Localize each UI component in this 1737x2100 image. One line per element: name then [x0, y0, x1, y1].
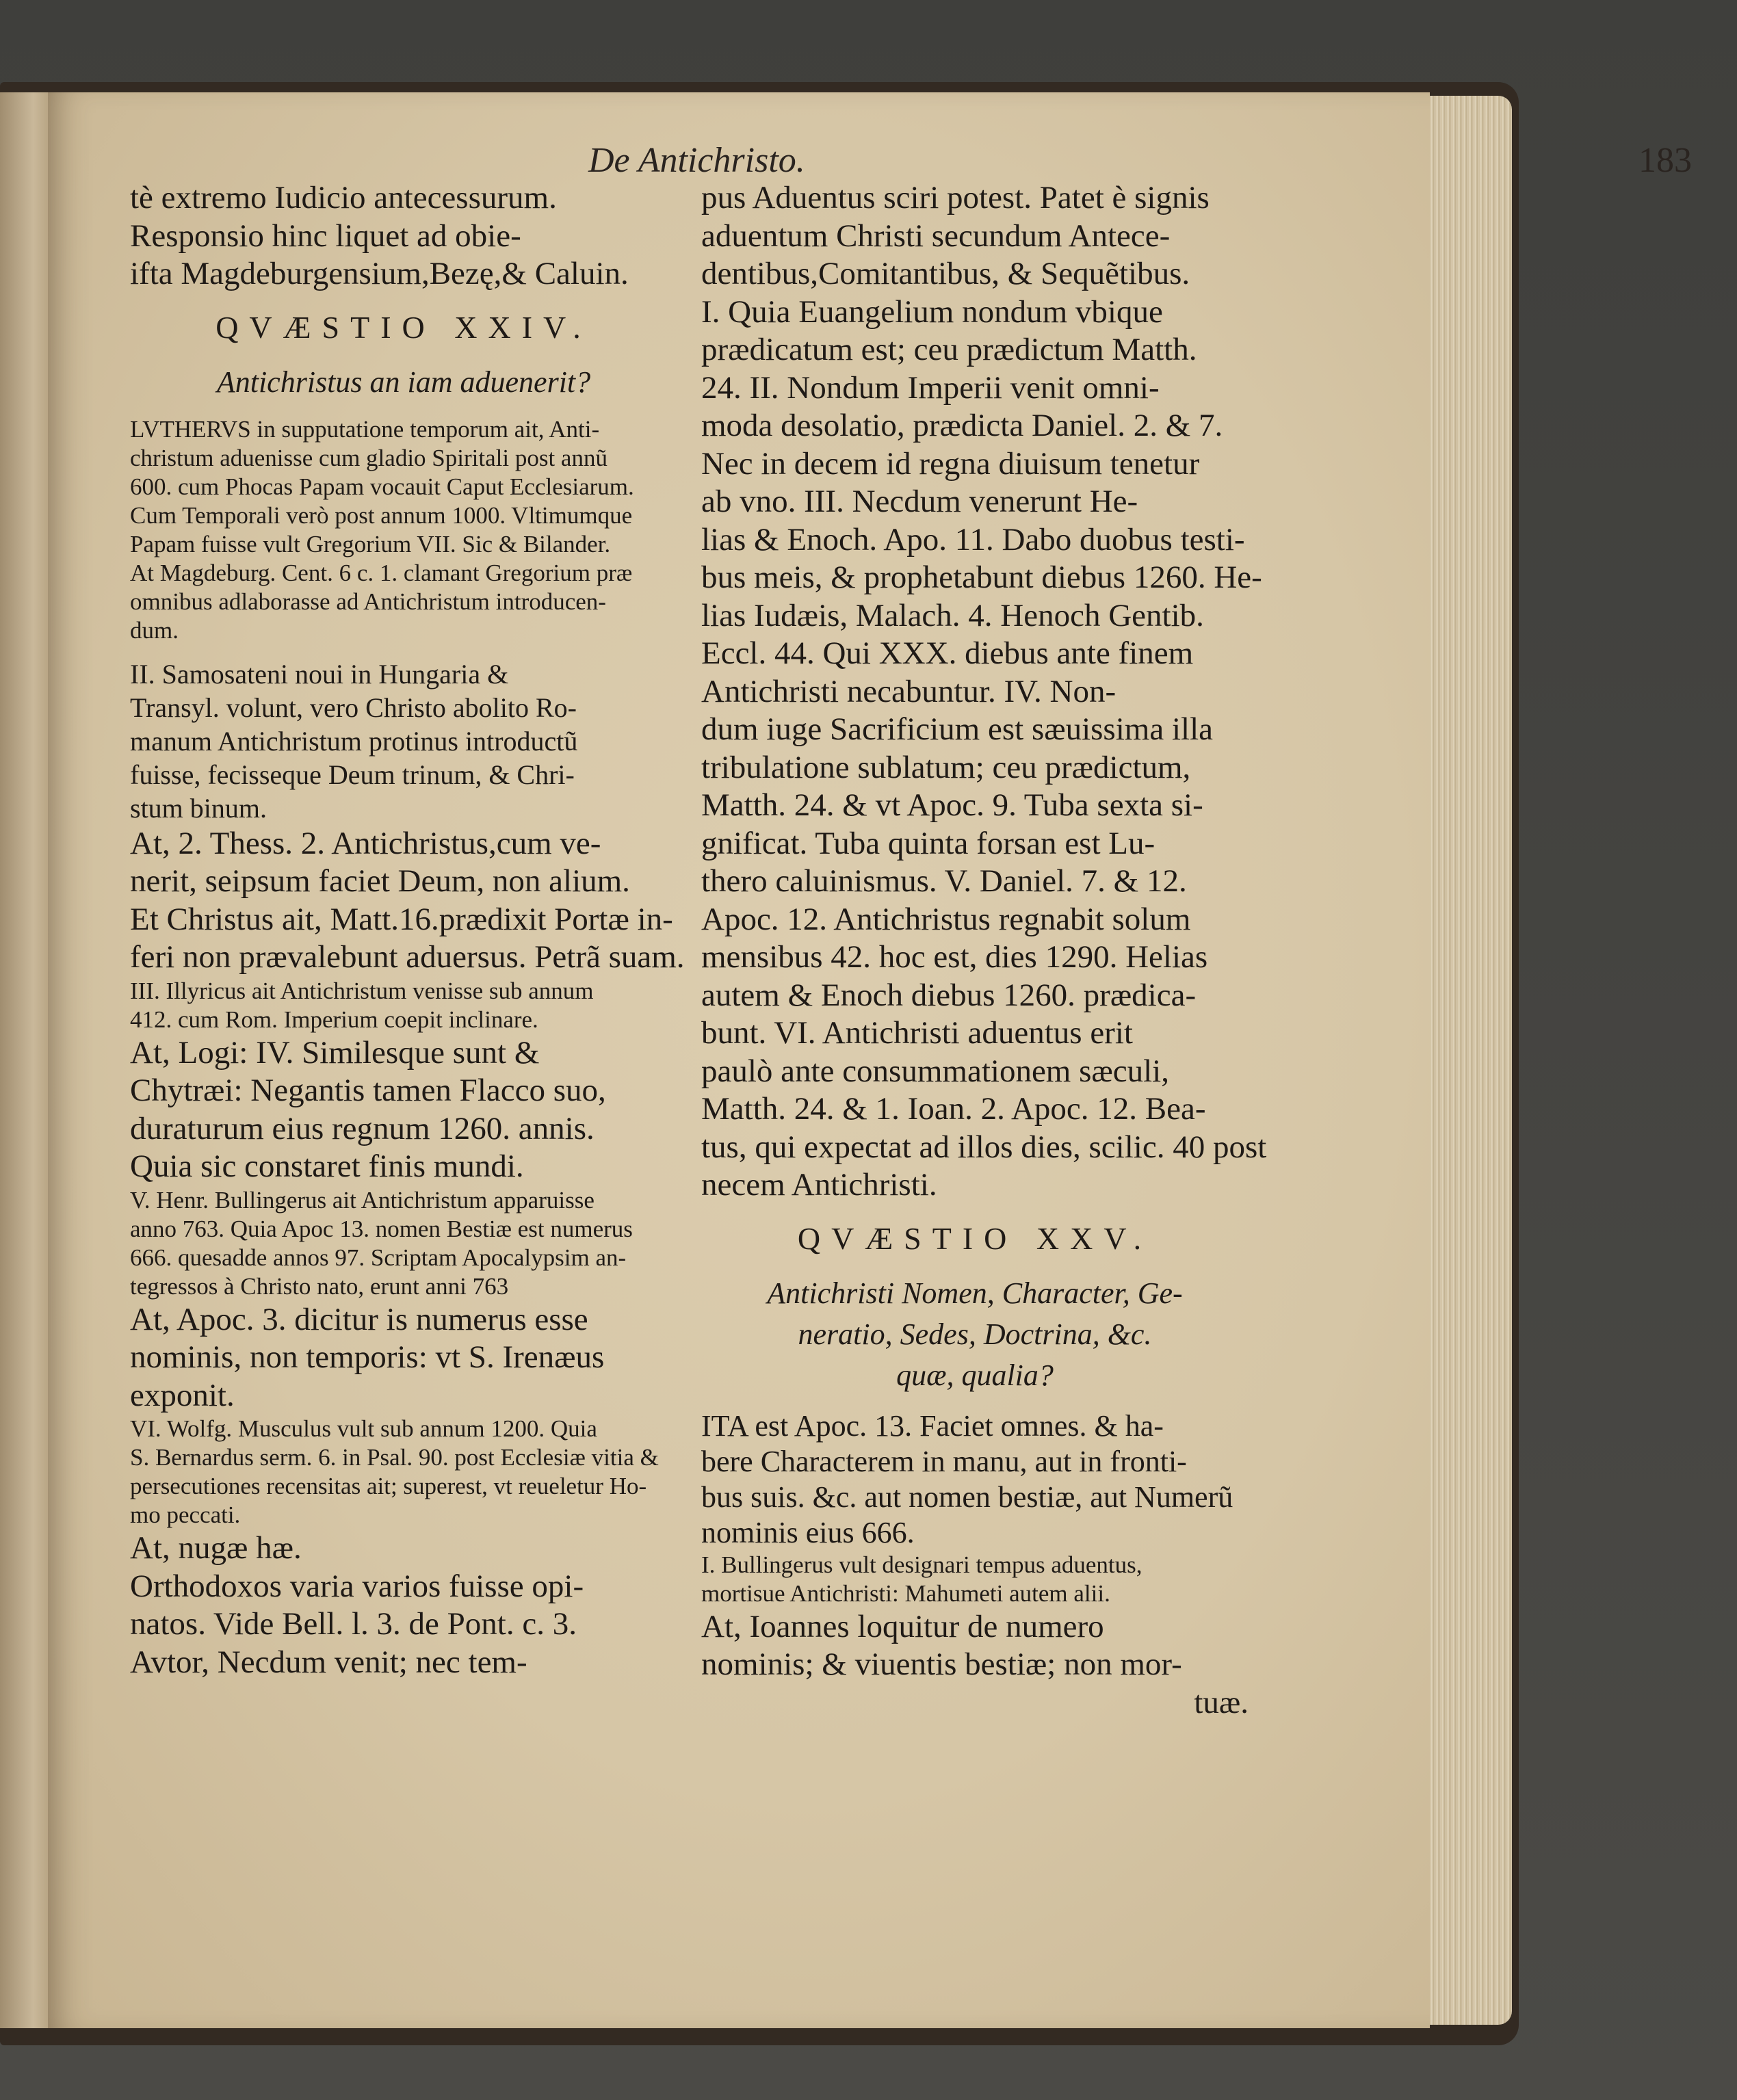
text-line: At, nugæ hæ. [130, 1530, 302, 1566]
text-line: Orthodoxos varia varios fuisse opi- [130, 1568, 584, 1604]
text-line: necem Antichristi. [701, 1167, 937, 1203]
note-line: LVTHERVS in supputatione temporum ait, Anti- [130, 415, 600, 443]
question-subheading: Antichristi Nomen, Character, Ge- [767, 1276, 1183, 1310]
text-line: Et Christus ait, Matt.16.prædixit Portæ in- [130, 901, 673, 937]
text-line: prædicatum est; ceu prædictum Matth. [701, 332, 1197, 367]
text-line: paulò ante consummationem sæculi, [701, 1053, 1169, 1089]
text-line: Apoc. 12. Antichristus regnabit solum [701, 901, 1191, 937]
text-line: natos. Vide Bell. l. 3. de Pont. c. 3. [130, 1606, 577, 1642]
page-number: 183 [1638, 141, 1692, 180]
text-line: tè extremo Iudicio antecessurum. [130, 180, 557, 215]
text-line: ab vno. III. Necdum venerunt He- [701, 484, 1138, 519]
note-line: mortisue Antichristi: Mahumeti autem alii. [701, 1579, 1110, 1607]
text-line: lias Iudæis, Malach. 4. Henoch Gentib. [701, 597, 1204, 633]
question-subheading: Antichristus an iam aduenerit? [216, 365, 591, 399]
note-line: 600. cum Phocas Papam vocauit Caput Ecclesiarum. [130, 473, 634, 500]
text-line: tribulatione sublatum; ceu prædictum, [701, 749, 1191, 785]
right-column [701, 179, 1267, 1722]
note-line: anno 763. Quia Apoc 13. nomen Bestiæ est numerus [130, 1215, 633, 1242]
text-line: nominis; & viuentis bestiæ; non mor- [701, 1646, 1182, 1682]
note-line: stum binum. [130, 792, 267, 824]
note-line: omnibus adlaborasse ad Antichristum introducen- [130, 588, 606, 615]
text-line: Quia sic constaret finis mundi. [130, 1149, 524, 1184]
note-line: dum. [130, 616, 179, 644]
left-column [130, 179, 685, 1681]
text-line: gnificat. Tuba quinta forsan est Lu- [701, 825, 1155, 861]
text-line: autem & Enoch diebus 1260. prædica- [701, 977, 1197, 1013]
note-line: III. Illyricus ait Antichristum venisse sub annum [130, 977, 594, 1004]
text-line: Antichristi necabuntur. IV. Non- [701, 673, 1116, 709]
text-line: I. Quia Euangelium nondum vbique [701, 293, 1163, 330]
text-line: Nec in decem id regna diuisum tenetur [701, 445, 1200, 482]
text-line: Chytræi: Negantis tamen Flacco suo, [130, 1073, 606, 1108]
text-line: tuæ. [1194, 1684, 1249, 1720]
text-line: bunt. VI. Antichristi aduentus erit [701, 1015, 1133, 1051]
question-heading: QVÆSTIO XXIV. [216, 309, 592, 345]
text-line: dum iuge Sacrificium est sæuissima illa [701, 711, 1213, 747]
note-line: fuisse, fecisseque Deum trinum, & Chri- [130, 759, 575, 790]
text-line: dentibus,Comitantibus, & Sequẽtibus. [701, 256, 1190, 291]
text-line: duraturum eius regnum 1260. annis. [130, 1110, 595, 1146]
note-line: At Magdeburg. Cent. 6 c. 1. clamant Gregorium præ [130, 559, 633, 586]
text-line: thero caluinismus. V. Daniel. 7. & 12. [701, 863, 1187, 899]
text-line: Eccl. 44. Qui XXX. diebus ante finem [701, 635, 1194, 671]
text-line: At, Apoc. 3. dicitur is numerus esse [130, 1301, 588, 1337]
text-line: lias & Enoch. Apo. 11. Dabo duobus testi- [701, 521, 1245, 557]
note-line: V. Henr. Bullingerus ait Antichristum apparuisse [130, 1186, 595, 1213]
text-line: pus Aduentus sciri potest. Patet è signis [701, 180, 1210, 215]
text-line: moda desolatio, prædicta Daniel. 2. & 7. [701, 408, 1223, 443]
text-line: At, 2. Thess. 2. Antichristus,cum ve- [130, 825, 601, 861]
text-line: At, Logi: IV. Similesque sunt & [130, 1034, 540, 1071]
text-line: nerit, seipsum faciet Deum, non alium. [130, 863, 630, 899]
text-line: bere Characterem in manu, aut in fronti- [701, 1444, 1187, 1478]
note-line: mo peccati. [130, 1501, 241, 1528]
page-block-edges [1430, 96, 1512, 2025]
text-line: nominis eius 666. [701, 1515, 915, 1549]
note-line: tegressos à Christo nato, erunt anni 763 [130, 1272, 509, 1300]
note-line: Cum Temporali verò post annum 1000. Vltimumque [130, 501, 633, 529]
text-line: Avtor, Necdum venit; nec tem- [130, 1644, 527, 1680]
text-line: exponit. [130, 1377, 235, 1413]
note-line: I. Bullingerus vult designari tempus aduentus, [701, 1551, 1142, 1578]
note-line: christum aduenisse cum gladio Spiritali post annũ [130, 444, 608, 471]
text-line: ifta Magdeburgensium,Bezę,& Caluin. [130, 256, 629, 291]
text-line: Responsio hinc liquet ad obie- [130, 218, 521, 254]
note-line: manum Antichristum protinus introductũ [130, 725, 578, 757]
question-subheading: quæ, qualia? [896, 1358, 1054, 1392]
note-line: II. Samosateni noui in Hungaria & [130, 658, 509, 690]
text-line: mensibus 42. hoc est, dies 1290. Helias [701, 939, 1208, 975]
text-line: ITA est Apoc. 13. Faciet omnes. & ha- [701, 1408, 1164, 1443]
text-line: tus, qui expectat ad illos dies, scilic. 40 post [701, 1129, 1267, 1165]
text-line: bus meis, & prophetabunt diebus 1260. He- [701, 560, 1262, 595]
note-line: VI. Wolfg. Musculus vult sub annum 1200. Quia [130, 1415, 597, 1442]
text-line: Matth. 24. & vt Apoc. 9. Tuba sexta si- [701, 787, 1203, 823]
note-line: 412. cum Rom. Imperium coepit inclinare. [130, 1006, 538, 1033]
text-line: feri non prævalebunt aduersus. Petrã suam. [130, 939, 685, 975]
text-line: nominis, non temporis: vt S. Irenæus [130, 1339, 605, 1375]
question-heading: QVÆSTIO XXV. [797, 1220, 1153, 1256]
text-line: aduentum Christi secundum Antece- [701, 218, 1171, 254]
note-line: S. Bernardus serm. 6. in Psal. 90. post Ecclesiæ vitia & [130, 1444, 659, 1471]
text-line: Matth. 24. & 1. Ioan. 2. Apoc. 12. Bea- [701, 1091, 1206, 1127]
note-line: Transyl. volunt, vero Christo abolito Ro- [130, 692, 577, 723]
note-line: Papam fuisse vult Gregorium VII. Sic & Bilander. [130, 530, 611, 557]
running-head: De Antichristo. [588, 141, 805, 180]
question-subheading: neratio, Sedes, Doctrina, &c. [798, 1317, 1152, 1351]
note-line: persecutiones recensitas ait; superest, vt reueletur Ho- [130, 1473, 647, 1499]
note-line: 666. quesadde annos 97. Scriptam Apocalypsim an- [130, 1244, 627, 1271]
text-line: bus suis. &c. aut nomen bestiæ, aut Numerũ [701, 1480, 1233, 1514]
text-line: 24. II. Nondum Imperii venit omni- [701, 369, 1160, 406]
previous-page-edge [0, 92, 48, 2028]
text-line: At, Ioannes loquitur de numero [701, 1608, 1104, 1644]
